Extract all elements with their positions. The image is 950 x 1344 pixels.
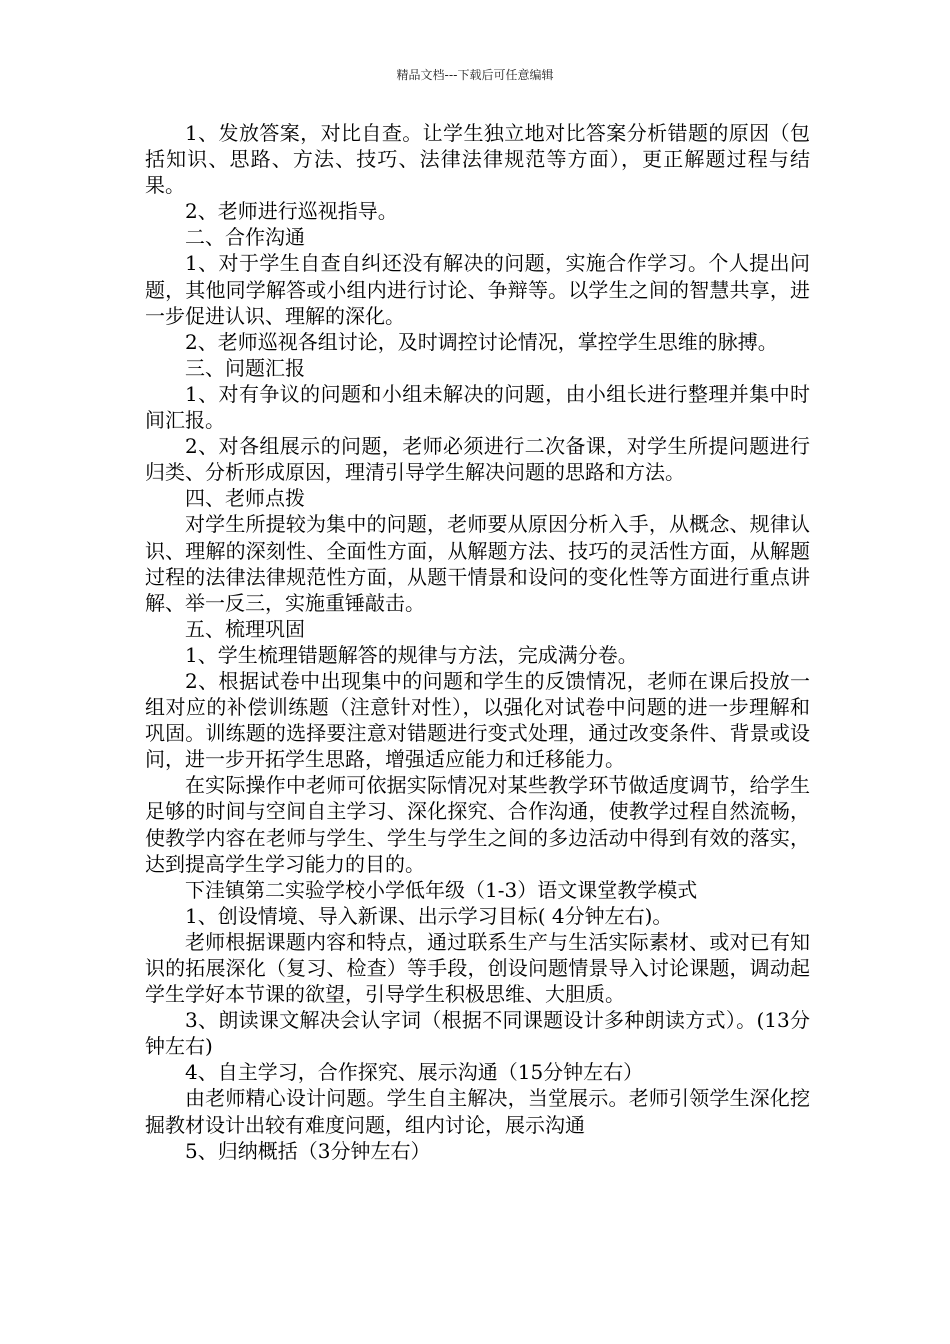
paragraph: 由老师精心设计问题。学生自主解决，当堂展示。老师引领学生深化挖掘教材设计出较有难度问题，组内讨论，展示沟通 (145, 1086, 810, 1137)
paragraph: 2、老师进行巡视指导。 (185, 199, 398, 224)
paragraph: 5、归纳概括（3分钟左右） (185, 1138, 431, 1163)
paragraph: 1、发放答案，对比自查。让学生独立地对比答案分析错题的原因（包括知识、思路、方法、技巧、法律法律规范等方面），更正解题过程与结果。 (145, 121, 810, 198)
paragraph: 在实际操作中老师可依据实际情况对某些教学环节做适度调节，给学生足够的时间与空间自主学习、深化探究、合作沟通，使教学过程自然流畅，使教学内容在老师与学生、学生与学生之间的多边活动中得到有效的落实，达到提高学生学习能力的目的。 (145, 773, 810, 876)
paragraph: 2、对各组展示的问题，老师必须进行二次备课，对学生所提问题进行归类、分析形成原因，理清引导学生解决问题的思路和方法。 (145, 434, 810, 485)
document-body (145, 120, 810, 1164)
document-subtitle: 下洼镇第二实验学校小学低年级（1-3）语文课堂教学模式 (185, 877, 698, 902)
paragraph: 1、创设情境、导入新课、出示学习目标( 4分钟左右)。 (185, 903, 673, 928)
page-header: 精品文档---下载后可任意编辑 (396, 68, 554, 82)
paragraph: 3、朗读课文解决会认字词（根据不同课题设计多种朗读方式）。(13分钟左右) (145, 1008, 810, 1059)
paragraph: 1、学生梳理错题解答的规律与方法，完成满分卷。 (185, 642, 638, 667)
paragraph: 4、自主学习，合作探究、展示沟通（15分钟左右） (185, 1060, 644, 1085)
section-heading: 三、问题汇报 (185, 355, 305, 380)
paragraph: 老师根据课题内容和特点，通过联系生产与生活实际素材、或对已有知识的拓展深化（复习、检查）等手段，创设问题情景导入讨论课题，调动起学生学好本节课的欲望，引导学生积极思维、大胆质。 (145, 929, 810, 1007)
section-heading: 五、梳理巩固 (185, 616, 305, 641)
paragraph: 2、根据试卷中出现集中的问题和学生的反馈情况，老师在课后投放一组对应的补偿训练题（注意针对性），以强化对试卷中问题的进一步理解和巩固。训练题的选择要注意对错题进行变式处理，通过改变条件、背景或设问，进一步开拓学生思路，增强适应能力和迁移能力。 (145, 668, 810, 772)
section-heading: 四、老师点拨 (185, 486, 305, 511)
paragraph: 1、对于学生自查自纠还没有解决的问题，实施合作学习。个人提出问题，其他同学解答或小组内进行讨论、争辩等。以学生之间的智慧共享，进一步促进认识、理解的深化。 (145, 251, 810, 328)
paragraph: 1、对有争议的问题和小组未解决的问题，由小组长进行整理并集中时间汇报。 (145, 381, 810, 433)
paragraph: 对学生所提较为集中的问题，老师要从原因分析入手，从概念、规律认识、理解的深刻性、全面性方面，从解题方法、技巧的灵活性方面，从解题过程的法律法律规范性方面，从题干情景和设问的变化性等方面进行重点讲解、举一反三，实施重锤敲击。 (145, 512, 810, 615)
section-heading: 二、合作沟通 (185, 225, 305, 250)
paragraph: 2、老师巡视各组讨论，及时调控讨论情况，掌控学生思维的脉搏。 (185, 329, 778, 354)
